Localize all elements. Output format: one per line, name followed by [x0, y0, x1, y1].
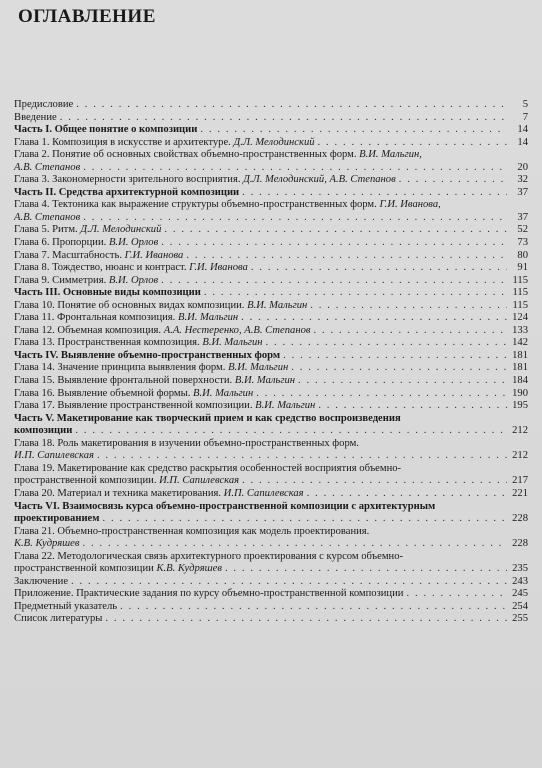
toc-page-number: 243: [512, 575, 528, 587]
toc-entry-title: Список литературы: [14, 613, 103, 625]
toc-entry-first-line: [14, 438, 528, 451]
toc-entry-line: [14, 450, 528, 463]
toc-entry-title: композиции: [14, 425, 73, 437]
toc-entry-author: В.И. Мальгин: [228, 362, 289, 374]
toc-entry-line: [14, 112, 528, 125]
toc-entry-text: [14, 124, 197, 137]
toc-entry-row: [14, 149, 528, 174]
toc-entry-line: [14, 162, 528, 175]
toc-entry-row: [14, 99, 528, 112]
toc-page-number: 5: [522, 99, 528, 110]
dot-leader: [102, 513, 507, 526]
toc-entry-author: В.И. Мальгин: [247, 299, 308, 311]
toc-entry-row: [14, 300, 528, 313]
toc-entry-author: А.А. Нестеренко, А.В. Степанов: [163, 324, 311, 336]
toc-entry-text: [14, 475, 239, 488]
toc-entry-line: [14, 312, 528, 325]
toc-entry-first-line: [14, 526, 528, 539]
toc-entry-row: [14, 275, 528, 288]
toc-page-number: 228: [512, 513, 528, 525]
toc-entry-first-line: [14, 413, 528, 426]
toc-entry-line: [14, 124, 528, 137]
dot-leader: [82, 538, 507, 551]
toc-entry-line: [14, 237, 528, 250]
toc-entry-row: [14, 362, 528, 375]
toc-entry-line: [14, 388, 528, 401]
toc-entry-row: [14, 137, 528, 150]
toc-entry-title: Часть II. Средства архитектурной композиции: [14, 186, 240, 198]
toc-entry-title: Часть IV. Выявление объемно-пространственных форм: [14, 349, 281, 361]
dot-leader: [75, 425, 507, 438]
toc-entry-row: [14, 250, 528, 263]
toc-entry-text: [14, 224, 161, 237]
toc-entry-text: [14, 300, 307, 313]
dot-leader: [60, 112, 507, 125]
toc-part-row: [14, 187, 528, 200]
toc-entry-text: [14, 362, 288, 375]
toc-page-number: 14: [517, 136, 528, 148]
dot-leader: [164, 224, 507, 237]
dot-leader: [204, 287, 507, 300]
toc-entry-author: А.В. Степанов: [14, 211, 81, 223]
toc-entry-text: [14, 262, 248, 275]
toc-entry-text: [14, 187, 239, 200]
toc-page-number: 212: [512, 425, 528, 437]
toc-entry-author: В.И. Мальгин: [202, 337, 263, 349]
toc-entry-text: [14, 112, 57, 125]
dot-leader: [242, 187, 507, 200]
toc-page-number: 37: [517, 211, 528, 223]
dot-leader: [241, 312, 507, 325]
toc-part-row: [14, 287, 528, 300]
toc-entry-line: [14, 250, 528, 263]
toc-entry-author: В.И. Мальгин: [193, 387, 254, 399]
toc-entry-row: [14, 551, 528, 576]
toc-entry-text: [14, 287, 201, 300]
toc-entry-title: Часть VI. Взаимосвязь курса объемно-пространственной композиции с архитектурным: [14, 500, 436, 512]
dot-leader: [200, 124, 507, 137]
toc-entry-row: [14, 388, 528, 401]
dot-leader: [313, 325, 507, 338]
toc-entry-line: [14, 613, 528, 626]
toc-page-number: 7: [522, 111, 528, 123]
toc-entry-row: [14, 400, 528, 413]
dot-leader: [71, 576, 507, 589]
dot-leader: [256, 388, 507, 401]
dot-leader: [266, 337, 507, 350]
toc-entry-line: [14, 224, 528, 237]
toc-entry-title: Глава 22. Методологическая связь архитектурного проектирования с курсом объемно-: [14, 550, 404, 562]
toc-entry-title: Глава 18. Роль макетирования в изучении объемно-пространственных форм.: [14, 437, 359, 449]
toc-entry-author: В.И. Мальгин,: [359, 149, 422, 161]
dot-leader: [83, 162, 507, 175]
toc-entry-row: [14, 112, 528, 125]
toc-page-number: 115: [512, 299, 528, 311]
dot-leader: [283, 350, 507, 363]
toc-entry-text: [14, 613, 102, 626]
toc-entry-title: Глава 20. Материал и техника макетирования.: [14, 487, 222, 499]
toc-page-number: 91: [517, 262, 528, 274]
toc-entry-title: Приложение. Практические задания по курсу объемно-пространственной композиции: [14, 588, 404, 600]
toc-page-number: 142: [512, 337, 528, 349]
table-of-contents: [14, 99, 528, 626]
toc-entry-row: [14, 613, 528, 626]
toc-page-number: 32: [517, 174, 528, 186]
toc-entry-text: [14, 99, 73, 112]
toc-page-number: 20: [517, 161, 528, 173]
toc-entry-title: Глава 7. Масштабность.: [14, 249, 122, 261]
toc-entry-title: Глава 3. Закономерности зрительного восприятия.: [14, 174, 241, 186]
toc-entry-text: [14, 375, 295, 388]
toc-entry-line: [14, 137, 528, 150]
toc-page-number: 235: [512, 563, 528, 575]
toc-entry-row: [14, 488, 528, 501]
toc-entry-line: [14, 588, 528, 601]
toc-page-number: 14: [517, 124, 528, 136]
toc-page-number: 52: [517, 224, 528, 236]
toc-entry-text: [14, 425, 72, 438]
toc-entry-row: [14, 588, 528, 601]
toc-entry-row: [14, 262, 528, 275]
toc-page-number: 228: [512, 538, 528, 550]
toc-entry-text: [14, 174, 396, 187]
toc-entry-text: [14, 538, 79, 551]
toc-entry-row: [14, 174, 528, 187]
dot-leader: [318, 137, 507, 150]
toc-entry-row: [14, 325, 528, 338]
toc-entry-title: пространственной композиции.: [14, 475, 157, 487]
toc-entry-title: Заключение: [14, 575, 69, 587]
toc-entry-author: В.И. Орлов: [108, 274, 159, 286]
toc-entry-text: [14, 601, 117, 614]
toc-entry-line: [14, 362, 528, 375]
toc-entry-author: Д.Л. Мелодинский: [80, 224, 162, 236]
toc-entry-row: [14, 601, 528, 614]
toc-entry-text: [14, 137, 315, 150]
toc-entry-title: Глава 21. Объемно-пространственная композиция как модель проектирования.: [14, 525, 370, 537]
toc-entry-line: [14, 576, 528, 589]
dot-leader: [291, 362, 507, 375]
toc-entry-line: [14, 563, 528, 576]
toc-page-number: 221: [512, 487, 528, 499]
toc-entry-line: [14, 174, 528, 187]
toc-entry-line: [14, 538, 528, 551]
toc-entry-author: В.И. Орлов: [108, 237, 159, 249]
toc-entry-title: Глава 8. Тождество, нюанс и контраст.: [14, 262, 187, 274]
toc-entry-text: [14, 325, 310, 338]
toc-page-number: 217: [512, 475, 528, 487]
toc-entry-title: Глава 4. Тектоника как выражение структуры объемно-пространственных форм.: [14, 199, 377, 211]
toc-entry-text: [14, 337, 263, 350]
toc-entry-title: Глава 12. Объемная композиция.: [14, 324, 162, 336]
toc-entry-first-line: [14, 149, 528, 162]
toc-entry-line: [14, 425, 528, 438]
toc-entry-row: [14, 526, 528, 551]
dot-leader: [161, 237, 507, 250]
toc-entry-row: [14, 237, 528, 250]
toc-entry-author: К.В. Кудряшев: [156, 563, 222, 575]
toc-page-number: 184: [512, 375, 528, 387]
toc-entry-title: Введение: [14, 111, 57, 123]
toc-entry-text: [14, 400, 315, 413]
toc-entry-text: [14, 350, 280, 363]
toc-entry-row: [14, 312, 528, 325]
toc-entry-text: [14, 488, 304, 501]
toc-entry-title: Глава 15. Выявление фронтальной поверхности.: [14, 375, 233, 387]
toc-entry-title: проектированием: [14, 513, 100, 525]
toc-part-row: [14, 124, 528, 137]
toc-entry-title: Часть III. Основные виды композиции: [14, 287, 201, 299]
toc-entry-title: Предметный указатель: [14, 600, 118, 612]
toc-page-number: 73: [517, 237, 528, 249]
toc-entry-title: Глава 16. Выявление объемной формы.: [14, 387, 191, 399]
toc-entry-row: [14, 337, 528, 350]
toc-page-number: 124: [512, 312, 528, 324]
toc-entry-line: [14, 99, 528, 112]
toc-entry-row: [14, 375, 528, 388]
toc-entry-line: [14, 337, 528, 350]
toc-entry-text: [14, 563, 222, 576]
toc-entry-text: [14, 513, 99, 526]
toc-entry-author: В.И. Мальгин: [234, 375, 296, 387]
dot-leader: [307, 488, 507, 501]
toc-page-number: 80: [517, 249, 528, 261]
toc-entry-author: Г.И. Иванова: [189, 262, 248, 274]
toc-entry-line: [14, 325, 528, 338]
toc-page-number: 190: [512, 387, 528, 399]
dot-leader: [318, 400, 507, 413]
toc-entry-title: Предисловие: [14, 99, 74, 110]
toc-entry-author: И.П. Сапилевская: [159, 475, 240, 487]
dot-leader: [161, 275, 507, 288]
toc-entry-author: И.П. Сапилевская: [14, 450, 94, 462]
toc-page-number: 115: [512, 274, 528, 286]
toc-entry-title: Часть V. Макетирование как творческий прием и как средство воспроизведения: [14, 412, 401, 424]
toc-page-number: 181: [512, 349, 528, 361]
toc-entry-line: [14, 300, 528, 313]
toc-entry-first-line: [14, 199, 528, 212]
toc-entry-line: [14, 400, 528, 413]
toc-page-number: 254: [512, 600, 528, 612]
toc-entry-author: В.И. Мальгин: [255, 400, 316, 412]
toc-entry-title: Глава 9. Симметрия.: [14, 274, 107, 286]
toc-entry-author: Д.Л. Мелодинский: [233, 136, 315, 148]
page-title: ОГЛАВЛЕНИЕ: [18, 6, 156, 27]
toc-entry-line: [14, 187, 528, 200]
toc-entry-row: [14, 438, 528, 463]
dot-leader: [399, 174, 507, 187]
toc-entry-line: [14, 475, 528, 488]
toc-part-row: [14, 413, 528, 438]
toc-entry-title: Глава 13. Пространственная композиция.: [14, 337, 200, 349]
toc-entry-line: [14, 262, 528, 275]
toc-page-number: 255: [512, 613, 528, 625]
toc-entry-title: Глава 1. Композиция в искусстве и архитектуре.: [14, 136, 231, 148]
dot-leader: [310, 300, 507, 313]
toc-entry-text: [14, 588, 403, 601]
toc-entry-first-line: [14, 551, 528, 564]
toc-entry-row: [14, 463, 528, 488]
toc-entry-author: Д.Л. Мелодинский, А.В. Степанов: [243, 174, 396, 186]
dot-leader: [105, 613, 507, 626]
toc-entry-first-line: [14, 501, 528, 514]
toc-entry-line: [14, 513, 528, 526]
toc-entry-line: [14, 350, 528, 363]
dot-leader: [97, 450, 507, 463]
toc-entry-line: [14, 275, 528, 288]
toc-page-number: 115: [512, 287, 528, 299]
toc-entry-text: [14, 275, 158, 288]
dot-leader: [120, 601, 507, 614]
toc-entry-author: И.П. Сапилевская: [223, 487, 304, 499]
toc-entry-title: Глава 2. Понятие об основных свойствах объемно-пространственных форм.: [14, 149, 357, 161]
toc-entry-text: [14, 212, 80, 225]
toc-entry-title: Глава 14. Значение принципа выявления форм.: [14, 362, 226, 374]
toc-entry-row: [14, 199, 528, 224]
toc-entry-text: [14, 388, 253, 401]
toc-entry-title: Глава 6. Пропорции.: [14, 237, 107, 249]
toc-entry-author: В.И. Мальгин: [177, 312, 239, 324]
toc-entry-author: Г.И. Иванова,: [379, 199, 441, 211]
toc-entry-title: Глава 19. Макетирование как средство раскрытия особенностей восприятия объемно-: [14, 462, 402, 474]
toc-page-number: 37: [517, 186, 528, 198]
toc-part-row: [14, 350, 528, 363]
toc-part-row: [14, 501, 528, 526]
toc-entry-text: [14, 162, 80, 175]
toc-entry-text: [14, 237, 158, 250]
toc-entry-line: [14, 375, 528, 388]
dot-leader: [225, 563, 507, 576]
toc-page-number: 181: [512, 362, 528, 374]
dot-leader: [83, 212, 507, 225]
toc-entry-line: [14, 212, 528, 225]
toc-page-number: 245: [512, 588, 528, 600]
toc-entry-title: Глава 5. Ритм.: [14, 224, 78, 236]
toc-entry-title: пространственной композиции: [14, 563, 154, 575]
dot-leader: [251, 262, 507, 275]
toc-entry-author: А.В. Степанов: [14, 161, 81, 173]
toc-entry-text: [14, 450, 94, 463]
toc-entry-text: [14, 250, 183, 263]
toc-entry-row: [14, 576, 528, 589]
toc-entry-author: Г.И. Иванова: [124, 249, 184, 261]
toc-entry-text: [14, 576, 68, 589]
toc-entry-text: [14, 312, 238, 325]
dot-leader: [406, 588, 507, 601]
toc-page-number: 212: [512, 450, 528, 462]
toc-entry-line: [14, 601, 528, 614]
toc-page-number: 195: [512, 400, 528, 412]
toc-entry-title: Глава 10. Понятие об основных видах композиции.: [14, 299, 245, 311]
toc-entry-title: Глава 17. Выявление пространственной композиции.: [14, 400, 253, 412]
dot-leader: [242, 475, 507, 488]
toc-page-number: 133: [512, 324, 528, 336]
toc-entry-title: Глава 11. Фронтальная композиция.: [14, 312, 176, 324]
toc-entry-first-line: [14, 463, 528, 476]
toc-entry-line: [14, 488, 528, 501]
toc-entry-line: [14, 287, 528, 300]
dot-leader: [298, 375, 507, 388]
toc-entry-author: К.В. Кудряшев: [14, 538, 80, 550]
dot-leader: [76, 99, 507, 112]
toc-entry-title: Часть I. Общее понятие о композиции: [14, 124, 198, 136]
dot-leader: [186, 250, 507, 263]
toc-entry-row: [14, 224, 528, 237]
